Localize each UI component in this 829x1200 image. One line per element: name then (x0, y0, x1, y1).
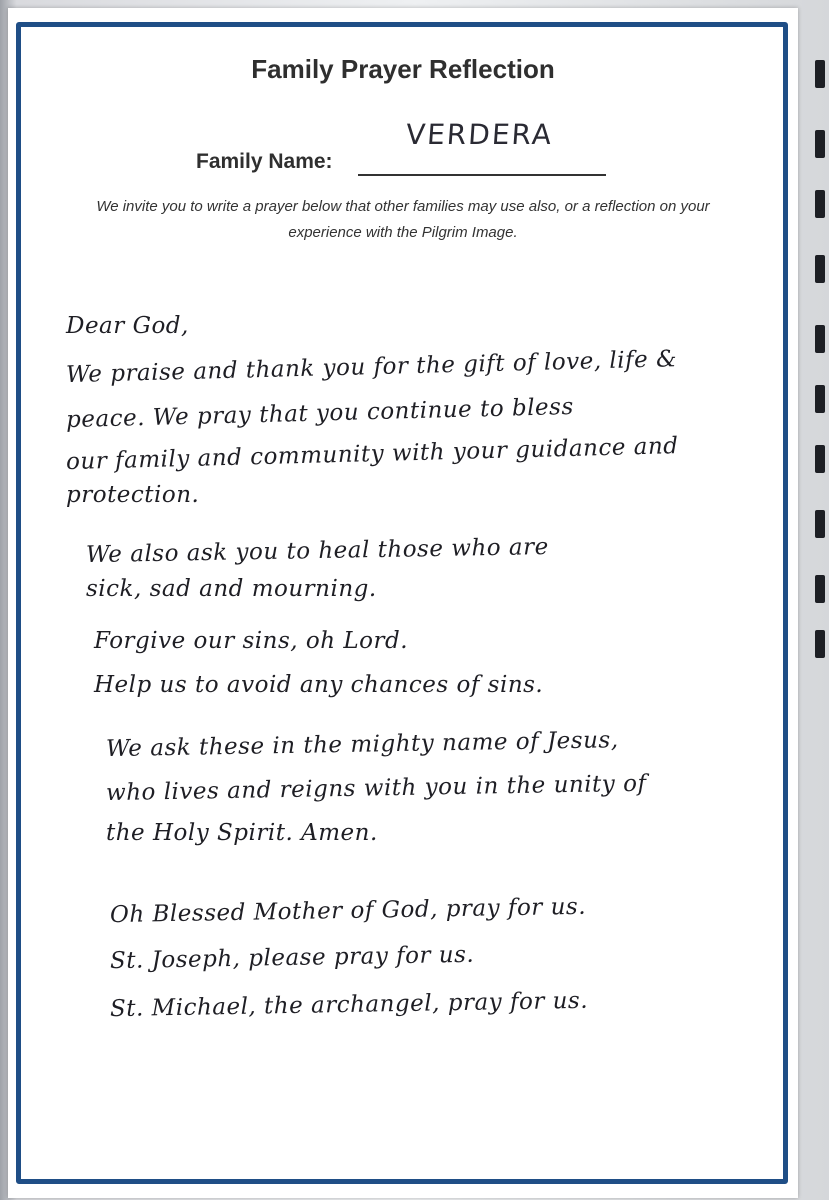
prayer-line: protection. (66, 482, 200, 508)
prayer-sheet (8, 8, 798, 1198)
family-name-label: Family Name: (196, 150, 333, 173)
binding-hole (815, 445, 825, 473)
binding-hole (815, 255, 825, 283)
prayer-line: St. Joseph, please pray for us. (109, 941, 475, 975)
prayer-line: We praise and thank you for the gift of love, life & (65, 346, 678, 389)
family-name-row (196, 118, 616, 176)
prayer-line: the Holy Spirit. Amen. (106, 820, 378, 846)
binding-hole (815, 60, 825, 88)
binding-hole (815, 510, 825, 538)
family-name-value: VERDERA (404, 118, 555, 151)
prayer-line: St. Michael, the archangel, pray for us. (109, 987, 589, 1023)
prayer-line: Dear God, (66, 313, 189, 339)
binding-hole (815, 130, 825, 158)
page-title: Family Prayer Reflection (251, 54, 555, 84)
binding-hole (815, 575, 825, 603)
family-name-line (358, 174, 606, 176)
prayer-line: who lives and reigns with you in the unity of (105, 770, 647, 807)
binding-hole (815, 190, 825, 218)
prayer-line: Help us to avoid any chances of sins. (94, 672, 544, 698)
prayer-line: Forgive our sins, oh Lord. (94, 628, 409, 654)
prayer-line: our family and community with your guidance and (65, 433, 679, 476)
spiral-binding (807, 40, 829, 660)
prayer-line: peace. We pray that you continue to bless (65, 393, 575, 434)
binding-hole (815, 385, 825, 413)
binding-hole (815, 325, 825, 353)
prayer-line: We also ask you to heal those who are (85, 534, 549, 569)
intro-text (58, 194, 748, 246)
prayer-line: sick, sad and mourning. (86, 576, 377, 602)
prayer-line: We ask these in the mighty name of Jesus, (105, 727, 619, 763)
binding-hole (815, 630, 825, 658)
intro-line: experience with the Pilgrim Image. (288, 224, 518, 241)
intro-line: We invite you to write a prayer below that other families may use also, or a reflection on your (96, 198, 710, 215)
prayer-line: Oh Blessed Mother of God, pray for us. (109, 893, 587, 929)
